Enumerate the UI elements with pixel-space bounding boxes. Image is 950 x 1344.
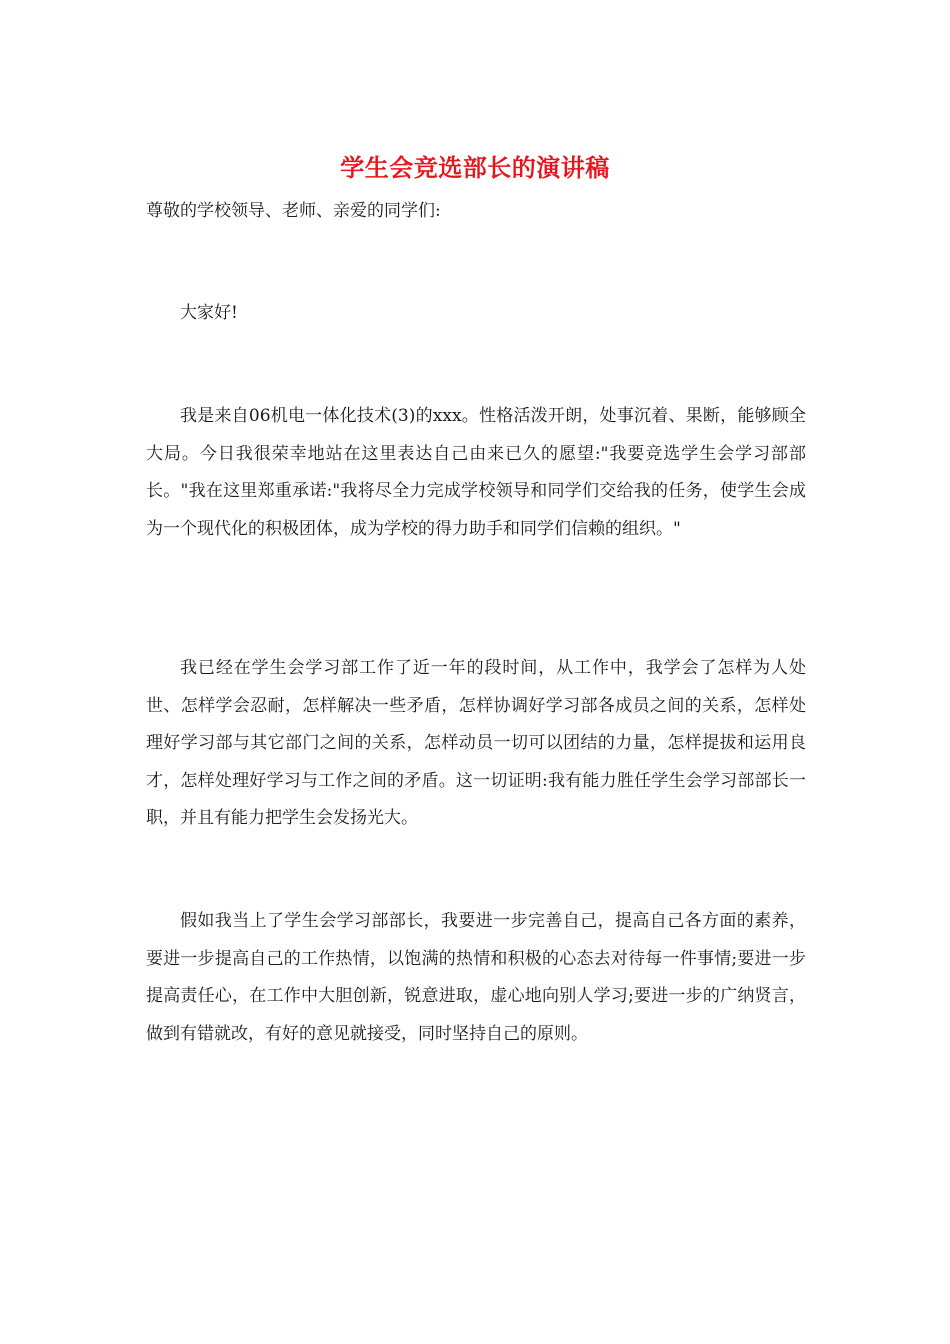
document-title: 学生会竞选部长的演讲稿 bbox=[340, 153, 610, 182]
paragraph-experience: 我已经在学生会学习部工作了近一年的段时间，从工作中，我学会了怎样为人处世、怎样学会忍耐，怎样解决一些矛盾，怎样协调好学习部各成员之间的关系，怎样处理好学习部与其它部门之间的关系，怎样动员一切可以团结的力量，怎样提拔和运用良才，怎样处理好学习与工作之间的矛盾。这一切证明:我有能力胜任学生会学习部部长一职，并且有能力把学生会发扬光大。 bbox=[146, 658, 806, 829]
paragraph-introduction: 我是来自06机电一体化技术(3)的xxx。性格活泼开朗，处事沉着、果断，能够顾全大局。今日我很荣幸地站在这里表达自己由来已久的愿望:"我要竞选学生会学习部部长。"我在这里郑重承诺:"我将尽全力完成学校领导和同学们交给我的任务，使学生会成为一个现代化的积极团体，成为学校的得力助手和同学们信赖的组织。" bbox=[146, 406, 806, 539]
paragraph-greeting: 大家好! bbox=[180, 303, 238, 323]
paragraph-plans: 假如我当上了学生会学习部部长，我要进一步完善自己，提高自己各方面的素养，要进一步提高自己的工作热情，以饱满的热情和积极的心态去对待每一件事情;要进一步提高责任心，在工作中大胆创新，锐意进取，虚心地向别人学习;要进一步的广纳贤言，做到有错就改，有好的意见就接受，同时坚持自己的原则。 bbox=[146, 911, 806, 1044]
salutation: 尊敬的学校领导、老师、亲爱的同学们: bbox=[146, 201, 441, 221]
